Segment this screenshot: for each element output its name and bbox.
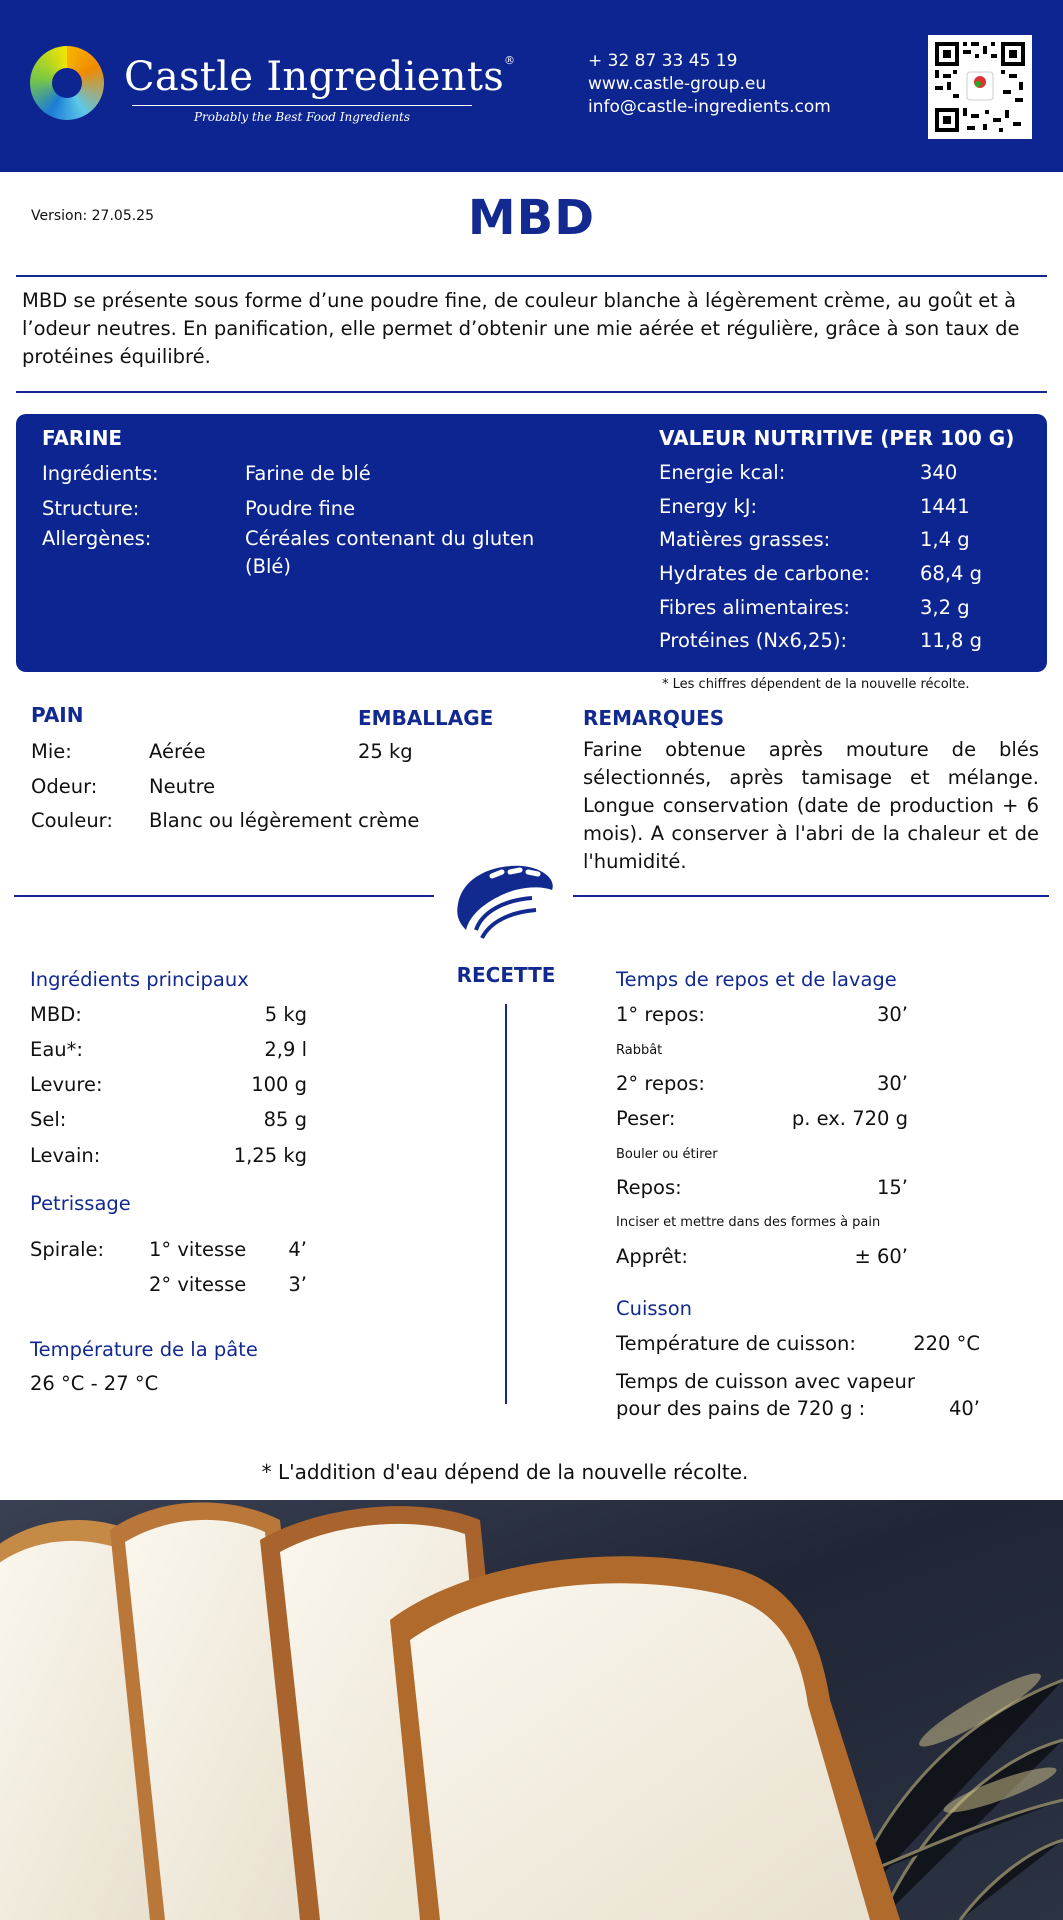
farine-label: Structure: — [42, 497, 140, 520]
ingredient-value: 5 kg — [264, 1003, 307, 1026]
phone-number: + 32 87 33 45 19 — [588, 51, 738, 71]
brand-logo-icon — [30, 46, 104, 120]
repos3-label: Repos: — [616, 1176, 682, 1199]
nutrition-value: 340 — [920, 461, 958, 484]
farine-value: (Blé) — [245, 555, 292, 578]
nutrition-value: 1441 — [920, 495, 970, 518]
petrissage-time: 3’ — [288, 1273, 307, 1296]
nutrition-value: 11,8 g — [920, 629, 982, 652]
divider-left — [14, 895, 434, 897]
remarques-text: Farine obtenue après mouture de blés sélectionnés, après tamisage et mélange. Longue conservation (date de production + 6 mois). A conserver à l'abri de la chaleur et de l'humidité. — [583, 738, 1039, 873]
brand-tagline: Probably the Best Food Ingredients — [193, 110, 411, 124]
nutrition-label: Hydrates de carbone: — [659, 562, 871, 585]
cuisson-time-label: Temps de cuisson avec vapeur — [616, 1370, 915, 1393]
peser-label: Peser: — [616, 1107, 676, 1130]
cuisson-heading: Cuisson — [616, 1297, 693, 1320]
ingredients-heading: Ingrédients principaux — [30, 968, 249, 991]
pain-label: Couleur: — [31, 809, 113, 832]
repos-note: Bouler ou étirer — [616, 1147, 718, 1162]
pain-value: Aérée — [149, 740, 206, 763]
farine-label: Allergènes: — [42, 527, 152, 550]
water-footnote: * L'addition d'eau dépend de la nouvelle récolte. — [261, 1460, 749, 1484]
ingredient-label: Sel: — [30, 1108, 67, 1131]
pain-value: Neutre — [149, 775, 216, 798]
peser-value: p. ex. 720 g — [791, 1107, 908, 1130]
nutrition-value: 1,4 g — [920, 528, 970, 551]
appret-label: Apprêt: — [616, 1245, 688, 1268]
bread-emblem-icon — [452, 860, 558, 940]
pain-label: Mie: — [31, 740, 72, 763]
ingredient-value: 1,25 kg — [233, 1144, 307, 1167]
recette-heading: RECETTE — [456, 963, 556, 987]
nutrition-label: Protéines (Nx6,25): — [659, 629, 848, 652]
cuisson-temp-value: 220 °C — [913, 1332, 980, 1355]
repos1-label: 1° repos: — [616, 1003, 705, 1026]
cuisson-time-value: 40’ — [948, 1397, 980, 1420]
nutrition-label: Energie kcal: — [659, 461, 786, 484]
farine-value: Farine de blé — [245, 462, 371, 485]
website-link[interactable]: www.castle-group.eu — [588, 74, 767, 94]
ingredient-label: Eau*: — [30, 1038, 83, 1061]
nutrition-label: Energy kJ: — [659, 495, 758, 518]
email-link[interactable]: info@castle-ingredients.com — [588, 97, 831, 117]
remarques-heading: REMARQUES — [583, 706, 725, 730]
recette-divider — [505, 1004, 507, 1404]
repos-heading: Temps de repos et de lavage — [616, 968, 897, 991]
petrissage-heading: Petrissage — [30, 1192, 131, 1215]
divider-intro — [16, 391, 1047, 393]
header-bar — [0, 0, 1063, 172]
petrissage-speed: 1° vitesse — [149, 1238, 247, 1261]
repos2-label: 2° repos: — [616, 1072, 705, 1095]
repos2-value: 30’ — [876, 1072, 908, 1095]
version-label: Version: 27.05.25 — [31, 208, 154, 224]
nutrition-label: Fibres alimentaires: — [659, 596, 851, 619]
nutrition-heading: VALEUR NUTRITIVE (PER 100 G) — [659, 426, 1015, 450]
emballage-heading: EMBALLAGE — [358, 706, 494, 730]
ingredient-label: MBD: — [30, 1003, 82, 1026]
petrissage-time: 4’ — [288, 1238, 307, 1261]
ingredient-label: Levain: — [30, 1144, 101, 1167]
petrissage-label: Spirale: — [30, 1238, 105, 1261]
appret-value: ± 60’ — [854, 1245, 908, 1268]
brand-underline — [132, 105, 472, 106]
divider-right — [573, 895, 1049, 897]
emballage-value: 25 kg — [358, 740, 413, 763]
page-title: MBD — [467, 190, 596, 246]
ingredient-value: 100 g — [251, 1073, 307, 1096]
divider-top — [16, 275, 1047, 277]
pain-heading: PAIN — [31, 703, 84, 727]
nutrition-footnote: * Les chiffres dépendent de la nouvelle récolte. — [662, 677, 970, 692]
pain-label: Odeur: — [31, 775, 98, 798]
brand-name: Castle Ingredients® — [124, 54, 516, 100]
farine-value: Poudre fine — [245, 497, 356, 520]
qr-code-icon[interactable] — [928, 35, 1032, 139]
farine-heading: FARINE — [42, 426, 123, 450]
farine-label: Ingrédients: — [42, 462, 159, 485]
ingredient-label: Levure: — [30, 1073, 103, 1096]
repos3-value: 15’ — [876, 1176, 908, 1199]
cuisson-time-label: pour des pains de 720 g : — [616, 1397, 866, 1420]
contact-block — [588, 50, 831, 119]
nutrition-value: 68,4 g — [920, 562, 982, 585]
farine-value: Céréales contenant du gluten — [245, 527, 535, 550]
specs-panel — [16, 414, 1047, 672]
ingredient-value: 2,9 l — [264, 1038, 307, 1061]
repos-note: Rabbât — [616, 1043, 663, 1058]
nutrition-value: 3,2 g — [920, 596, 970, 619]
pain-value: Blanc ou légèrement crème — [149, 809, 420, 832]
ingredient-value: 85 g — [263, 1108, 307, 1131]
bread-photo — [0, 1500, 1063, 1920]
nutrition-label: Matières grasses: — [659, 528, 831, 551]
registered-mark: ® — [504, 54, 516, 67]
temperature-heading: Température de la pâte — [30, 1338, 258, 1361]
product-description: MBD se présente sous forme d’une poudre fine, de couleur blanche à légèrement crème, au goût et à l’odeur neutres. En panification, elle permet d’obtenir une mie aérée et régulière, grâce à son taux de protéines équilibré. — [22, 289, 1020, 368]
repos-note: Inciser et mettre dans des formes à pain — [616, 1215, 881, 1230]
cuisson-temp-label: Température de cuisson: — [616, 1332, 856, 1355]
temperature-value: 26 °C - 27 °C — [30, 1372, 159, 1395]
petrissage-speed: 2° vitesse — [149, 1273, 247, 1296]
repos1-value: 30’ — [876, 1003, 908, 1026]
